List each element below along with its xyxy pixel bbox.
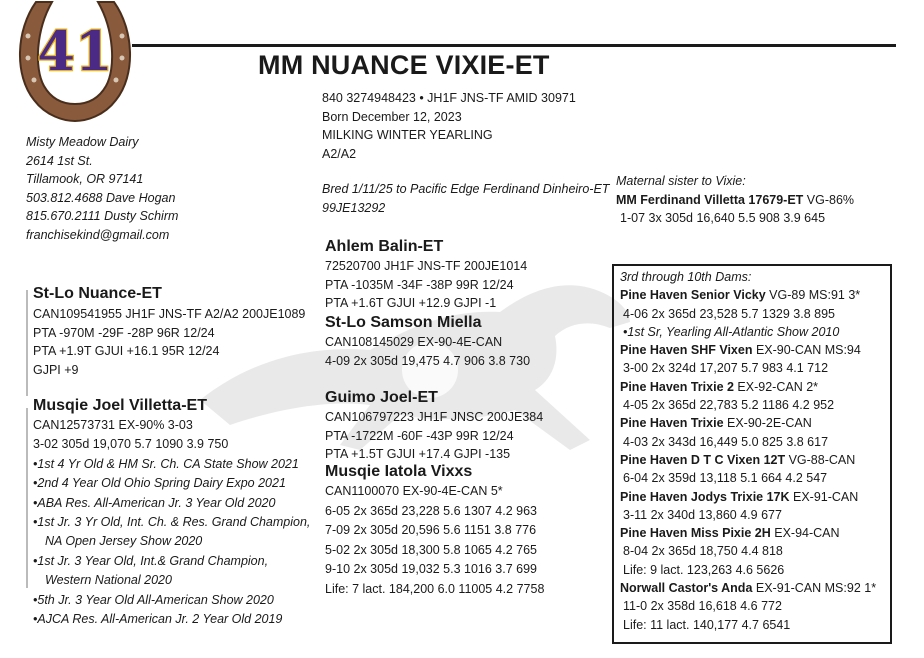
sister-score: VG-86% [803,192,855,207]
dam-7-name: Pine Haven D T C Vixen 12T [620,452,786,467]
dam-honor: •1st Jr. 3 Yr Old, Int. Ch. & Res. Grand Champion, [33,515,311,530]
dam-dam-name: Musqie Iatola Vixxs [325,463,473,480]
bred-line: Bred 1/11/25 to Pacific Edge Ferdinand Dinheiro-ET [322,182,610,196]
dam-9-name: Pine Haven Miss Pixie 2H [620,526,771,541]
dam-7-record: 6-04 2x 359d 13,118 5.1 664 4.2 547 [623,471,828,486]
dam-honor: •1st 4 Yr Old & HM Sr. Ch. CA State Show 2021 [33,456,299,471]
sire-sire-block [325,237,527,313]
dam-dam-block [325,462,544,599]
dam-sire-line: PTA +1.5T GJUI +17.4 GJPI -135 [325,447,511,461]
dam-sire-block [325,388,543,464]
dam-line: CAN12573731 EX-90% 3-03 [33,418,193,432]
dam-6-record: 4-03 2x 343d 16,449 5.0 825 3.8 617 [623,434,829,449]
farm-name: Misty Meadow Dairy [26,135,139,149]
contact-block [26,133,178,244]
dam-8-score: EX-91-CAN [789,489,859,504]
dam-10-lifetime: Life: 11 lact. 140,177 4.7 6541 [623,617,791,632]
sire-dam-line: 4-09 2x 305d 19,475 4.7 906 3.8 730 [325,353,531,368]
dam-honor: Western National 2020 [45,573,172,588]
dams-list [620,268,876,634]
dam-honor: •1st Jr. 3 Year Old, Int.& Grand Champion, [33,553,269,568]
horseshoe-icon [14,0,136,122]
bred-code: 99JE13292 [322,200,386,215]
address-street: 2614 1st St. [26,153,93,168]
dam-honor: •2nd 4 Year Old Ohio Spring Dairy Expo 2021 [33,476,286,491]
dam-3-honor: •1st Sr, Yearling All-Atlantic Show 2010 [623,324,840,339]
sire-sire-line: PTA -1035M -34F -38P 99R 12/24 [325,277,514,292]
dam-5-score: EX-92-CAN 2* [733,379,819,394]
sire-line: PTA +1.9T GJUI +16.1 95R 12/24 [33,344,220,358]
logo-number: 41 [37,19,113,83]
dam-8-name: Pine Haven Jodys Trixie 17K [620,489,790,504]
sire-name: St-Lo Nuance-ET [33,285,162,302]
header-rule [132,44,896,47]
sire-dam-name: St-Lo Samson Miella [325,314,482,331]
dam-sire-name: Guimo Joel-ET [325,389,438,406]
sire-sire-name: Ahlem Balin-ET [325,238,444,255]
dam-9-lifetime: Life: 9 lact. 123,263 4.6 5626 [623,562,785,577]
dam-dam-line: 9-10 2x 305d 19,032 5.3 1016 3.7 699 [325,562,537,576]
dam-dam-line: 7-09 2x 305d 20,596 5.6 1151 3.8 776 [325,523,537,537]
info-id: 840 3274948423 • JH1F JNS-TF AMID 30971 [322,91,576,105]
dam-dam-line: 5-02 2x 305d 18,300 5.8 1065 4.2 765 [325,542,537,557]
dam-10-score: EX-91-CAN MS:92 1* [752,581,877,596]
sire-line: GJPI +9 [33,362,79,377]
sire-sire-line: 72520700 JH1F JNS-TF 200JE1014 [325,259,528,273]
sire-dam-line: CAN108145029 EX-90-4E-CAN [325,335,503,349]
dam-honor: •5th Jr. 3 Year Old All-American Show 2020 [33,592,274,607]
dam-honor: •AJCA Res. All-American Jr. 2 Year Old 2019 [33,612,283,627]
sister-name: MM Ferdinand Villetta 17679-ET [616,192,804,207]
phone-dusty: 815.670.2111 Dusty Schirm [26,209,179,223]
dam-10-record: 11-0 2x 358d 16,618 4.6 772 [623,599,782,614]
dam-name: Musqie Joel Villetta-ET [33,397,207,414]
dams-heading: 3rd through 10th Dams: [620,270,752,284]
dam-4-score: EX-90-CAN MS:94 [752,343,861,358]
dam-honor: NA Open Jersey Show 2020 [45,534,203,549]
animal-info [322,89,576,163]
page-title: MM NUANCE VIXIE-ET [258,50,550,80]
dam-bracket [26,408,28,588]
dam-line: 3-02 305d 19,070 5.7 1090 3.9 750 [33,437,229,452]
dam-sire-line: CAN106797223 JH1F JNSC 200JE384 [325,410,544,424]
sister-heading: Maternal sister to Vixie: [616,174,746,188]
dam-sire-line: PTA -1722M -60F -43P 99R 12/24 [325,428,514,443]
sire-line: CAN109541955 JH1F JNS-TF A2/A2 200JE1089 [33,307,306,321]
email-link[interactable]: franchisekind@gmail.com [26,227,170,242]
dam-10-name: Norwall Castor's Anda [620,581,753,596]
dam-honor: •ABA Res. All-American Jr. 3 Year Old 2020 [33,495,276,510]
dam-3-name: Pine Haven Senior Vicky [620,288,766,303]
dam-block [33,396,310,629]
dam-dam-line: Life: 7 lact. 184,200 6.0 11005 4.2 7758 [325,581,545,596]
dam-6-name: Pine Haven Trixie [620,416,724,431]
sister-record: 1-07 3x 305d 16,640 5.5 908 3.9 645 [620,211,826,225]
phone-dave: 503.812.4688 Dave Hogan [26,190,176,205]
dam-dam-line: 6-05 2x 365d 23,228 5.6 1307 4.2 963 [325,503,537,518]
dam-9-record: 8-04 2x 365d 18,750 4.4 818 [623,544,783,559]
dam-3-score: VG-89 MS:91 3* [765,288,861,303]
dam-3-record: 4-06 2x 365d 23,528 5.7 1329 3.8 895 [623,306,835,321]
maternal-sister [616,172,854,228]
dam-6-score: EX-90-2E-CAN [723,416,812,431]
info-genotype: A2/A2 [322,146,357,161]
dam-5-record: 4-05 2x 365d 22,783 5.2 1186 4.2 952 [623,398,835,413]
info-class: MILKING WINTER YEARLING [322,128,493,142]
dam-9-score: EX-94-CAN [770,526,840,541]
dam-dam-line: CAN1100070 EX-90-4E-CAN 5* [325,484,503,498]
dam-7-score: VG-88-CAN [785,452,856,467]
address-city: Tillamook, OR 97141 [26,172,144,186]
dam-4-name: Pine Haven SHF Vixen [620,343,753,358]
sire-bracket [26,290,28,396]
dam-8-record: 3-11 2x 340d 13,860 4.9 677 [623,507,782,522]
dam-5-name: Pine Haven Trixie 2 [620,379,734,394]
sire-line: PTA -970M -29F -28P 96R 12/24 [33,325,215,340]
bred-info [322,180,609,217]
dam-4-record: 3-00 2x 324d 17,207 5.7 983 4.1 712 [623,361,829,376]
sire-block [33,284,305,379]
sire-sire-line: PTA +1.6T GJUI +12.9 GJPI -1 [325,296,497,310]
info-born: Born December 12, 2023 [322,109,462,124]
sire-dam-block [325,313,530,370]
